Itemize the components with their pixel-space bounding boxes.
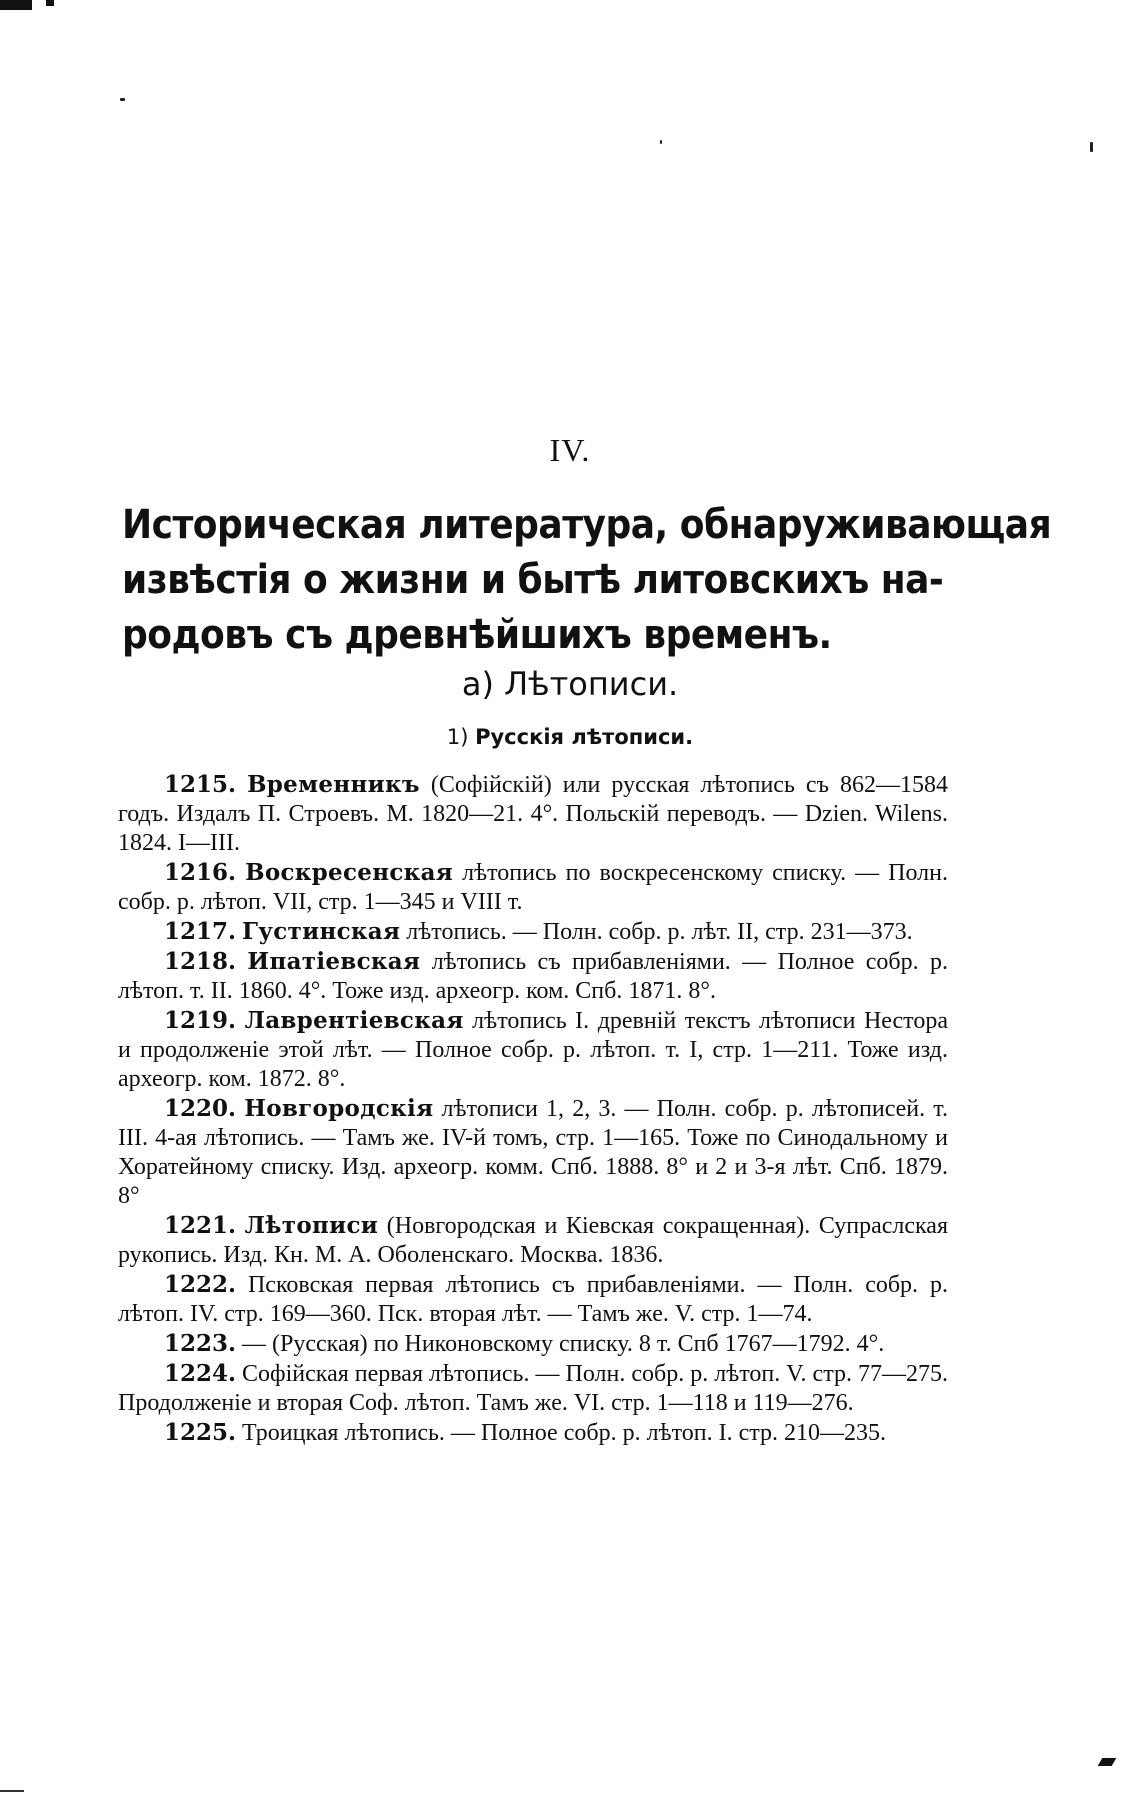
entry-number: 1225. <box>164 1419 237 1446</box>
bibliography-entry <box>118 1094 948 1211</box>
entry-number: 1224. <box>164 1360 237 1387</box>
entry-text: (Софійскій) или русская лѣтопись съ 862—1584 годъ. Издалъ П. Строевъ. М. 1820—21. 4°. Польскій переводъ. — Dzien. Wilens. 1824. I—III. <box>118 772 949 856</box>
entry-number: 1220. <box>164 1095 237 1122</box>
scan-mark <box>0 0 32 10</box>
bibliography-entry <box>118 1006 948 1094</box>
entry-text: Софійская первая лѣтопись. — Полн. собр. р. лѣтоп. V. стр. 77—275. Продолженіе и вторая Соф. лѣтоп. Тамъ же. VI. стр. 1—118 и 119—276. <box>118 1361 948 1416</box>
bibliography-entry <box>118 947 948 1006</box>
scan-mark <box>1098 1758 1117 1766</box>
bibliography-entry <box>118 770 948 858</box>
subsection-heading: а) Лѣтописи. <box>461 665 679 703</box>
entry-title: Лѣтописи <box>244 1212 379 1239</box>
entry-title: Временникъ <box>247 771 420 798</box>
entry-number: 1218. <box>164 948 237 975</box>
entry-title: Густинская <box>242 918 401 945</box>
bibliography-entry <box>118 1211 948 1270</box>
entry-number: 1216. <box>164 859 237 886</box>
bibliography-entry <box>118 917 948 947</box>
chapter-heading <box>122 498 1052 663</box>
entry-list <box>118 770 948 1448</box>
scan-speck <box>120 98 125 101</box>
heading-line: Историческая литература, обнаруживающая <box>122 502 1052 548</box>
subsubsection-heading <box>0 725 1140 749</box>
entry-number: 1222. <box>164 1271 237 1298</box>
entry-text: лѣтопись по воскресенскому списку. — Полн. собр. р. лѣтоп. VII, стр. 1—345 и VIII т. <box>118 860 948 915</box>
entry-text: — (Русская) по Никоновскому списку. 8 т. Спб 1767—1792. 4°. <box>236 1331 885 1357</box>
bibliography-entry <box>118 858 948 917</box>
subsubsection-prefix: 1) <box>446 725 476 749</box>
scan-mark <box>46 0 54 6</box>
entry-text: Троицкая лѣтопись. — Полное собр. р. лѣтоп. I. стр. 210—235. <box>236 1420 887 1446</box>
bibliography-entry <box>118 1359 948 1418</box>
heading-line: извѣстія о жизни и бытѣ литовскихъ на- <box>122 557 944 603</box>
entry-text: лѣтопись. — Полн. собр. р. лѣт. II, стр. 231—373. <box>400 919 913 945</box>
entry-text: лѣтопись съ прибавленіями. — Полное собр. р. лѣтоп. т. II. 1860. 4°. Тоже изд. археогр. ком. Спб. 1871. 8°. <box>118 949 948 1004</box>
scan-speck <box>660 140 662 144</box>
entry-number: 1215. <box>164 771 237 798</box>
entry-title: Ипатіевская <box>247 948 421 975</box>
entry-text: Псковская первая лѣтопись съ прибавленіями. — Полн. собр. р. лѣтоп. IV. стр. 169—360. Пск. вторая лѣт. — Тамъ же. V. стр. 1—74. <box>118 1272 948 1327</box>
bibliography-entry <box>118 1329 948 1359</box>
scan-speck <box>1090 142 1093 152</box>
scan-mark <box>0 1790 24 1792</box>
entry-number: 1223. <box>164 1330 237 1357</box>
entry-number: 1219. <box>164 1007 237 1034</box>
entry-title: Воскресенская <box>245 859 454 886</box>
subsubsection-label: Русскія лѣтописи. <box>475 725 694 749</box>
bibliography-entry <box>118 1418 948 1448</box>
entry-text: лѣтописи 1, 2, 3. — Полн. собр. р. лѣтописей. т. III. 4-ая лѣтопись. — Тамъ же. IV-й томъ, стр. 1—165. Тоже по Синодальному и Хоратейному списку. Изд. археогр. комм. Спб. 1888. 8° и 2 и 3-я лѣт. Спб. 1879. 8° <box>118 1096 948 1209</box>
entry-text: лѣтопись I. древній текстъ лѣтописи Нестора и продолженіе этой лѣт. — Полное собр. р. лѣтоп. т. I, стр. 1—211. Тоже изд. археогр. ком. 1872. 8°. <box>118 1008 949 1092</box>
section-number: IV. <box>549 432 591 468</box>
bibliography-entry <box>118 1270 948 1329</box>
entry-number: 1221. <box>164 1212 237 1239</box>
heading-line: родовъ съ древнѣйшихъ временъ. <box>122 612 832 658</box>
entry-title: Лаврентіевская <box>244 1007 464 1034</box>
entry-number: 1217. <box>164 918 237 945</box>
entry-text: (Новгородская и Кіевская сокращенная). Супраслская рукопись. Изд. Кн. М. А. Оболенскаго. Москва. 1836. <box>118 1213 949 1268</box>
entry-title: Новгородскія <box>244 1095 434 1122</box>
